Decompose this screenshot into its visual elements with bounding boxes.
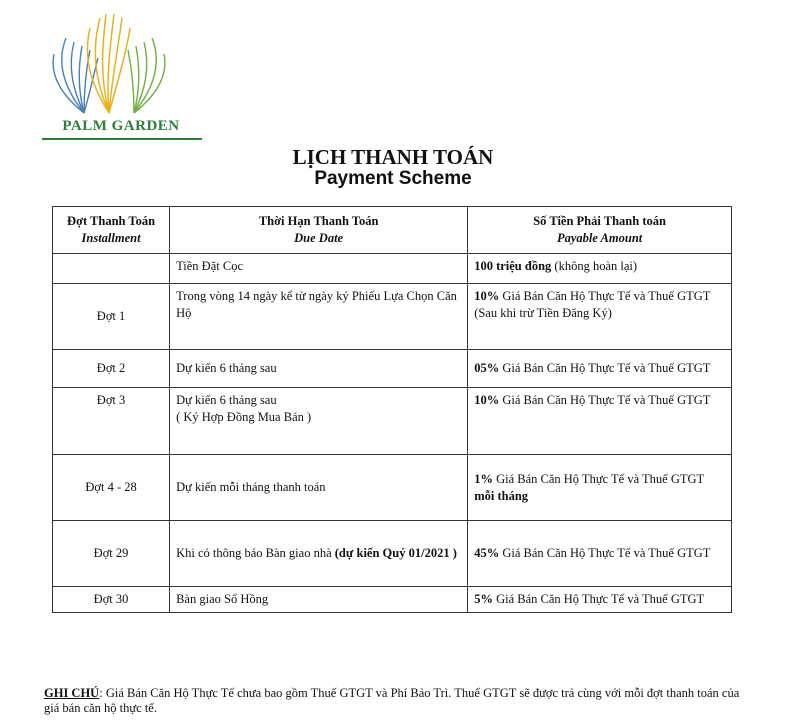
amount-cell [468,521,732,587]
page-subtitle: Payment Scheme [314,168,472,189]
page-title: LỊCH THANH TOÁN [292,145,494,169]
footnote-label: GHI CHÚ [44,686,100,700]
table-row [53,455,732,521]
header-due-date-en: Due Date [294,231,344,245]
due-date-cell: Tiền Đặt Cọc [170,254,468,284]
amount-note: mỗi tháng [474,488,529,503]
header-due-date-vi: Thời Hạn Thanh Toán [258,214,379,228]
amount-text: Giá Bán Căn Hộ Thực Tế và Thuế GTGT [499,289,711,303]
amount-bold: 05% [474,361,500,375]
palm-garden-logo [34,8,180,138]
amount-text: Giá Bán Căn Hộ Thực Tế và Thuế GTGT [499,361,711,375]
header-installment-en: Installment [81,231,141,245]
header-amount [468,207,732,254]
amount-text: Giá Bán Căn Hộ Thực Tế và Thuế GTGT [499,393,711,407]
installment-cell: Đợt 29 [53,521,170,587]
table-row [53,388,732,455]
amount-cell [468,587,732,613]
table-row [53,350,732,388]
amount-text: Giá Bán Căn Hộ Thực Tế và Thuế GTGT [499,546,711,560]
amount-bold: 1% [474,471,493,486]
due-date-cell: Bàn giao Sổ Hồng [170,587,468,613]
amount-bold: 10% [474,289,500,303]
header-installment [53,207,170,254]
table-row [53,521,732,587]
due-date-bold: (dự kiến Quý 01/2021 ) [334,546,457,560]
header-amount-en: Payable Amount [556,231,643,245]
installment-cell: Đợt 30 [53,587,170,613]
due-date-cell: Dự kiến mỗi tháng thanh toán [170,455,468,521]
amount-cell [468,350,732,388]
amount-bold: 100 triệu đồng [474,259,552,273]
amount-bold: 10% [474,393,500,407]
installment-cell: Đợt 3 [53,388,170,455]
logo-text: PALM GARDEN [62,118,180,134]
logo-underline [42,138,202,140]
installment-cell: Đợt 4 - 28 [53,455,170,521]
due-date-note: ( Ký Hợp Đồng Mua Bán ) [176,410,312,424]
header-amount-vi: Số Tiền Phải Thanh toán [533,214,666,228]
amount-cell [468,284,732,350]
header-installment-vi: Đợt Thanh Toán [67,214,156,228]
amount-text: (không hoàn lại) [551,259,638,273]
amount-cell [468,254,732,284]
amount-text: Giá Bán Căn Hộ Thực Tế và Thuế GTGT [492,471,705,486]
amount-text: Giá Bán Căn Hộ Thực Tế và Thuế GTGT [492,592,705,606]
payment-schedule-table [52,206,732,613]
table-row [53,587,732,613]
due-date-cell: Trong vòng 14 ngày kể từ ngày ký Phiếu Lựa Chọn Căn Hộ [170,284,468,350]
due-date-text: Dự kiến 6 tháng sau [176,393,277,407]
installment-cell [53,254,170,284]
installment-cell: Đợt 2 [53,350,170,388]
amount-bold: 5% [474,592,493,606]
palm-leaves-icon [44,8,174,118]
table-header-row [53,207,732,254]
header-due-date [170,207,468,254]
footnote-text: : Giá Bán Căn Hộ Thực Tế chưa bao gồm Thuế GTGT và Phí Bảo Trì. Thuế GTGT sẽ được trả cùng với mỗi đợt thanh toán của giá bán căn hộ thực tế. [44,686,740,715]
amount-cell [468,388,732,455]
amount-bold: 45% [474,546,500,560]
due-date-cell [170,521,468,587]
footnote [44,686,744,716]
amount-note: (Sau khi trừ Tiền Đăng Ký) [474,306,612,320]
table-row [53,254,732,284]
due-date-cell [170,388,468,455]
due-date-text: Khi có thông báo Bàn giao nhà [176,546,335,560]
due-date-cell: Dự kiến 6 tháng sau [170,350,468,388]
amount-cell [468,455,732,521]
installment-cell: Đợt 1 [53,284,170,350]
table-row [53,284,732,350]
